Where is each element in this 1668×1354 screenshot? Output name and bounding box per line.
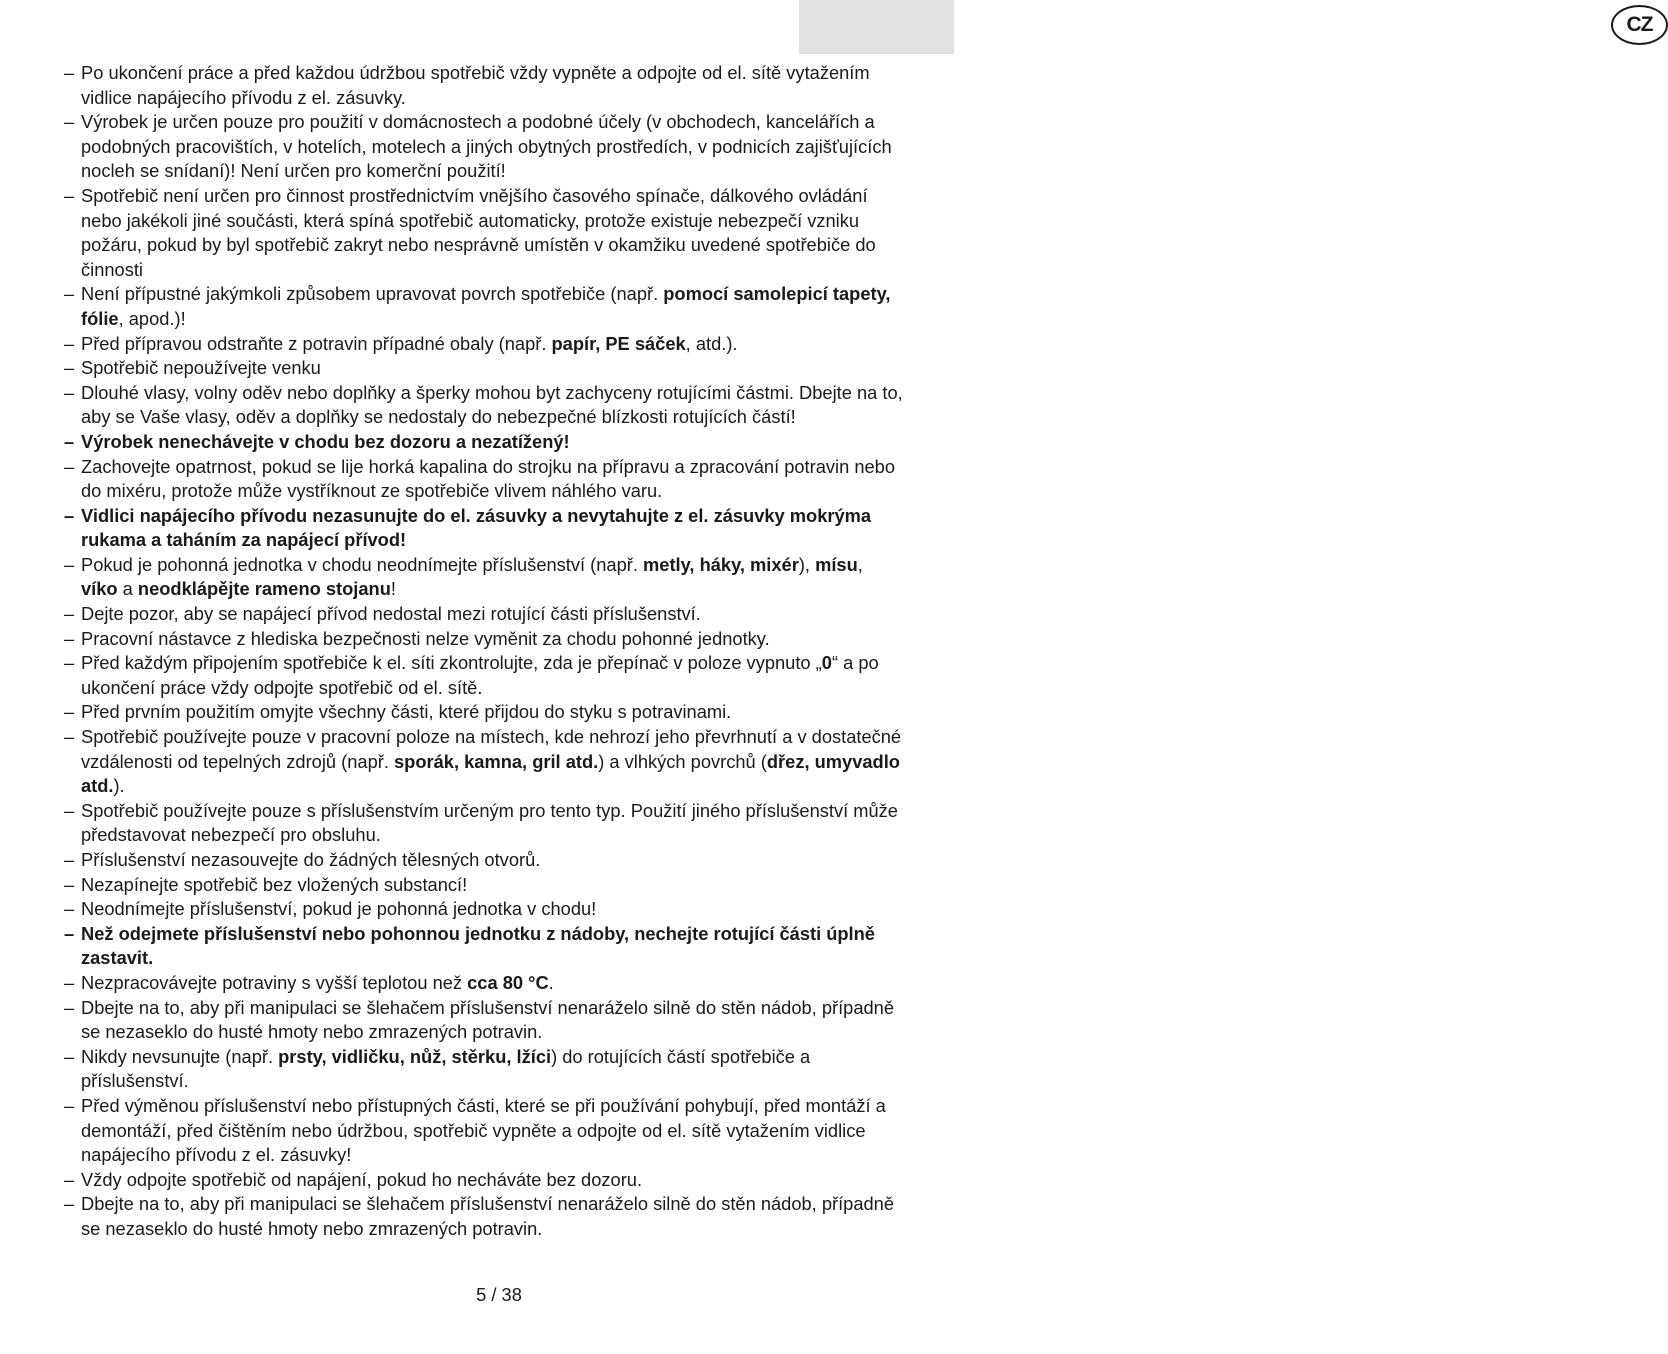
list-item bbox=[64, 848, 904, 873]
item-text: Před prvním použitím omyjte všechny části, které přijdou do styku s potravinami. bbox=[81, 701, 732, 723]
item-text: ), bbox=[798, 553, 816, 575]
item-text: Před každým připojením spotřebiče k el. síti zkontrolujte, zda je přepínač v poloze vypnuto „ bbox=[81, 652, 822, 674]
emphasis-text: Výrobek nenechávejte v chodu bez dozoru a nezatížený! bbox=[81, 430, 570, 452]
item-text: a bbox=[117, 578, 138, 600]
emphasis-text: Vidlici napájecího přívodu nezasunujte do el. zásuvky a nevytahujte z el. zásuvky mokrýma rukama a taháním za napájecí přívod! bbox=[81, 504, 872, 551]
list-item bbox=[64, 61, 904, 110]
item-text: Pracovní nástavce z hlediska bezpečnosti nelze vyměnit za chodu pohonné jednotky. bbox=[81, 627, 770, 649]
emphasis-text: neodklápějte rameno stojanu bbox=[137, 578, 391, 600]
dash-bullet: – bbox=[64, 430, 75, 452]
dash-bullet: – bbox=[64, 726, 75, 748]
dash-bullet: – bbox=[64, 873, 75, 895]
safety-instructions-list bbox=[64, 61, 904, 1242]
dash-bullet: – bbox=[64, 455, 75, 477]
dash-bullet: – bbox=[64, 652, 75, 674]
dash-bullet: – bbox=[64, 1094, 75, 1116]
dash-bullet: – bbox=[64, 553, 75, 575]
emphasis-text: mísu bbox=[815, 553, 858, 575]
item-text: Spotřebič používejte pouze v pracovní poloze na místech, kde nehrozí jeho převrhnutí a v dostatečné vzdálenosti od tepelných zdrojů (např. bbox=[81, 726, 902, 772]
item-text: Není přípustné jakýmkoli způsobem upravovat povrch spotřebiče (např. bbox=[81, 283, 664, 305]
item-text: Pokud je pohonná jednotka v chodu neodnímejte příslušenství (např. bbox=[81, 553, 644, 575]
item-text: ) a vlhkých povrchů ( bbox=[598, 750, 767, 772]
item-text: Dejte pozor, aby se napájecí přívod nedostal mezi rotující části příslušenství. bbox=[81, 603, 701, 625]
item-text: Spotřebič nepoužívejte venku bbox=[81, 357, 321, 379]
language-badge: CZ bbox=[1611, 5, 1668, 45]
list-item bbox=[64, 922, 904, 971]
item-text: , atd.). bbox=[685, 332, 738, 354]
item-text: ! bbox=[390, 578, 396, 600]
dash-bullet: – bbox=[64, 971, 75, 993]
emphasis-text: cca 80 °C bbox=[467, 971, 549, 993]
list-item bbox=[64, 356, 904, 381]
list-item bbox=[64, 602, 904, 627]
list-item bbox=[64, 282, 904, 331]
emphasis-text: papír, PE sáček bbox=[551, 332, 686, 354]
item-text: Spotřebič není určen pro činnost prostřednictvím vnějšího časového spínače, dálkového ovládání nebo jakékoli jiné součásti, která spíná spotřebič automaticky, protože existuje nebezpečí vzniku požáru, pokud by byl spotřebič zakryt nebo nesprávně umístěn v okamžiku uvedené spotřebiče do činnosti bbox=[81, 184, 876, 280]
item-text: , bbox=[857, 553, 863, 575]
item-text: ) do rotujících částí spotřebiče a příslušenství. bbox=[81, 1045, 811, 1092]
dash-bullet: – bbox=[64, 357, 75, 379]
list-item bbox=[64, 725, 904, 799]
dash-bullet: – bbox=[64, 898, 75, 920]
item-text: Spotřebič používejte pouze s příslušenstvím určeným pro tento typ. Použití jiného příslušenství může představovat nebezpečí pro obsluhu. bbox=[81, 799, 898, 846]
emphasis-text: pomocí samolepicí tapety, fólie bbox=[81, 283, 891, 329]
list-item bbox=[64, 110, 904, 184]
emphasis-text: prsty, vidličku, nůž, stěrku, lžíci bbox=[278, 1045, 552, 1067]
emphasis-text: víko bbox=[81, 578, 118, 600]
item-text: , apod.)! bbox=[118, 307, 186, 329]
item-text: ). bbox=[113, 775, 125, 797]
list-item bbox=[64, 627, 904, 652]
list-item bbox=[64, 897, 904, 922]
list-item bbox=[64, 971, 904, 996]
list-item bbox=[64, 1168, 904, 1193]
emphasis-text: dřez, umyvadlo atd. bbox=[81, 750, 900, 797]
dash-bullet: – bbox=[64, 381, 75, 403]
list-item bbox=[64, 455, 904, 504]
emphasis-text: metly, háky, mixér bbox=[643, 553, 799, 575]
item-text: Před výměnou příslušenství nebo přístupných části, které se při používání pohybují, před montáží a demontáží, před čištěním nebo údržbou, spotřebič vypněte a odpojte od el. sítě vytažením vidlice napájecího přívodu z el. zásuvky! bbox=[81, 1094, 886, 1166]
item-text: Před přípravou odstraňte z potravin případné obaly (např. bbox=[81, 332, 552, 354]
item-text: Výrobek je určen pouze pro použití v domácnostech a podobné účely (v obchodech, kancelářích a podobných pracovištích, v hotelích, motelech a jiných obytných prostředích, v podnicích zajišťujících nocleh se snídaní)! Není určen pro komerční použití! bbox=[81, 111, 892, 182]
dash-bullet: – bbox=[64, 283, 75, 305]
list-item bbox=[64, 700, 904, 725]
dash-bullet: – bbox=[64, 1168, 75, 1190]
list-item bbox=[64, 381, 904, 430]
dash-bullet: – bbox=[64, 996, 75, 1018]
list-item bbox=[64, 651, 904, 700]
list-item bbox=[64, 873, 904, 898]
dash-bullet: – bbox=[64, 849, 75, 870]
dash-bullet: – bbox=[64, 701, 75, 723]
item-text: Nezapínejte spotřebič bez vložených substancí! bbox=[81, 873, 468, 895]
page-number: 5 / 38 bbox=[476, 1284, 522, 1305]
item-text: Příslušenství nezasouvejte do žádných tělesných otvorů. bbox=[81, 849, 541, 870]
item-text: Nezpracovávejte potraviny s vyšší teplotou než bbox=[81, 971, 468, 993]
item-text: Dlouhé vlasy, volny oděv nebo doplňky a šperky mohou byt zachyceny rotujícími částmi. Dbejte na to, aby se Vaše vlasy, oděv a doplňky se nedostaly do nebezpečné blízkosti rotujících částí! bbox=[81, 381, 903, 428]
dash-bullet: – bbox=[64, 1193, 75, 1215]
emphasis-text: Než odejmete příslušenství nebo pohonnou jednotku z nádoby, nechejte rotující části úplně zastavit. bbox=[81, 922, 875, 969]
list-item bbox=[64, 799, 904, 848]
item-text: . bbox=[548, 971, 554, 993]
list-item bbox=[64, 1094, 904, 1168]
list-item bbox=[64, 430, 904, 455]
dash-bullet: – bbox=[64, 922, 75, 944]
dash-bullet: – bbox=[64, 1045, 75, 1067]
dash-bullet: – bbox=[64, 332, 75, 354]
dash-bullet: – bbox=[64, 184, 75, 206]
item-text: Dbejte na to, aby při manipulaci se šlehačem příslušenství nenaráželo silně do stěn nádob, případně se nezaseklo do husté hmoty nebo zmrazených potravin. bbox=[81, 1193, 894, 1239]
list-item bbox=[64, 332, 904, 357]
list-item bbox=[64, 504, 904, 553]
item-text: Vždy odpojte spotřebič od napájení, pokud ho necháváte bez dozoru. bbox=[81, 1168, 643, 1190]
language-tab bbox=[799, 0, 1653, 54]
item-text: Nikdy nevsunujte (např. bbox=[81, 1045, 279, 1067]
list-item bbox=[64, 553, 904, 602]
item-text: “ a po ukončení práce vždy odpojte spotřebič od el. sítě. bbox=[81, 652, 879, 698]
list-item bbox=[64, 184, 904, 282]
dash-bullet: – bbox=[64, 799, 75, 821]
list-item bbox=[64, 1045, 904, 1094]
item-text: Dbejte na to, aby při manipulaci se šlehačem příslušenství nenaráželo silně do stěn nádob, případně se nezaseklo do husté hmoty nebo zmrazených potravin. bbox=[81, 996, 894, 1043]
item-text: Zachovejte opatrnost, pokud se lije horká kapalina do strojku na přípravu a zpracování potravin nebo do mixéru, protože může vystříknout ze spotřebiče vlivem náhlého varu. bbox=[81, 455, 896, 502]
emphasis-text: sporák, kamna, gril atd. bbox=[394, 750, 599, 772]
dash-bullet: – bbox=[64, 504, 75, 526]
dash-bullet: – bbox=[64, 603, 75, 625]
list-item bbox=[64, 1192, 904, 1241]
dash-bullet: – bbox=[64, 62, 75, 83]
dash-bullet: – bbox=[64, 627, 75, 649]
dash-bullet: – bbox=[64, 111, 75, 133]
item-text: Neodnímejte příslušenství, pokud je pohonná jednotka v chodu! bbox=[81, 898, 597, 920]
emphasis-text: 0 bbox=[821, 652, 832, 674]
item-text: Po ukončení práce a před každou údržbou spotřebič vždy vypněte a odpojte od el. sítě vytažením vidlice napájecího přívodu z el. zásuvky. bbox=[81, 62, 870, 108]
list-item bbox=[64, 996, 904, 1045]
